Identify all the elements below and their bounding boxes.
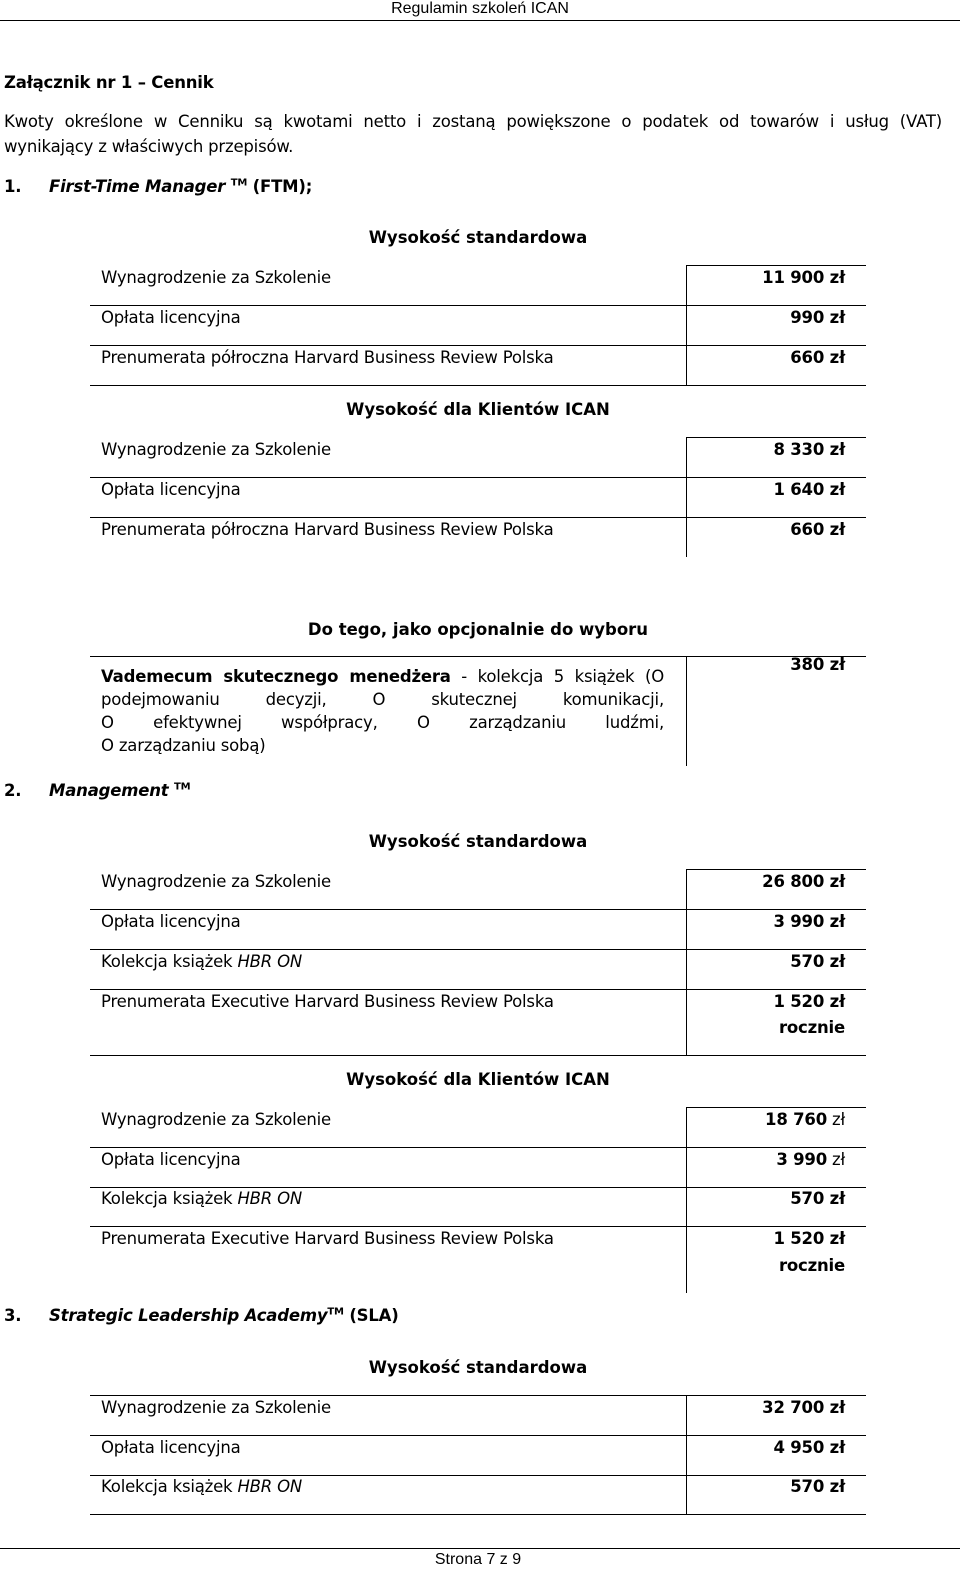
table-rule [686,265,866,266]
program-name: Management [49,781,169,800]
annex-title: Załącznik nr 1 – Cennik [4,73,214,92]
row-label [101,1189,302,1208]
section-number: 2. [4,781,22,800]
row-value: 990 zł [790,308,845,327]
table-rule [686,869,866,870]
optional-description [101,665,664,757]
running-header: Regulamin szkoleń ICAN [391,0,569,17]
row-label: Wynagrodzenie za Szkolenie [101,440,332,459]
row-value: 380 zł [790,655,845,674]
row-value: 660 zł [790,348,845,367]
row-value: 1 520 zł [773,992,845,1011]
trademark: TM [174,781,191,793]
row-value: 1 640 zł [773,480,845,499]
row-label: Prenumerata półroczna Harvard Business Review Polska [101,520,554,539]
table-rule [90,517,866,518]
trademark: TM [327,1306,344,1318]
table-rule [686,1107,687,1293]
value-number: 3 990 [776,1150,827,1169]
table-rule [90,477,866,478]
row-value-period: rocznie [778,1256,845,1275]
value-unit: zł [827,1110,845,1129]
table-rule [90,1187,866,1188]
table-rule [90,949,866,950]
row-label [101,1477,302,1496]
header-divider [0,20,960,21]
row-label: Opłata licencyjna [101,1438,241,1457]
table-rule [686,1395,687,1514]
label-italic: HBR ON [237,1189,303,1208]
section-heading-ftm [49,177,312,196]
row-value [690,1150,845,1169]
value-number: 18 760 [765,1110,827,1129]
row-value: 570 zł [790,1189,845,1208]
table-rule [686,265,687,385]
row-value [690,1110,845,1129]
table-rule [90,1475,866,1476]
table-rule [90,305,866,306]
label-italic: HBR ON [237,952,303,971]
row-label: Prenumerata półroczna Harvard Business Review Polska [101,348,554,367]
section-heading-mgmt [49,781,190,800]
table-rule [686,869,687,1055]
section-heading-sla [49,1306,399,1325]
row-value: 660 zł [790,520,845,539]
table-rule [90,1395,866,1396]
row-label: Prenumerata Executive Harvard Business Review Polska [101,1229,554,1248]
optional-bold: Vademecum skutecznego menedżera [101,667,451,686]
table-rule [686,437,687,557]
program-name: Strategic Leadership Academy [49,1306,328,1325]
label-text: Kolekcja książek [101,1189,238,1208]
row-value-period: rocznie [778,1018,845,1037]
row-label: Opłata licencyjna [101,1150,241,1169]
row-label: Wynagrodzenie za Szkolenie [101,1398,332,1417]
row-value: 570 zł [790,952,845,971]
optional-rest: - kolekcja 5 książek (O [450,667,664,686]
row-value: 32 700 zł [762,1398,845,1417]
annex-intro-line1: Kwoty określone w Cenniku są kwotami netto i zostaną powiększone o podatek od towarów i usług (VAT) [4,112,942,131]
section-number: 1. [4,177,22,196]
table-rule [90,1055,866,1056]
value-unit: zł [827,1150,845,1169]
row-value: 3 990 zł [773,912,845,931]
table-title: Wysokość standardowa [368,228,588,247]
optional-line: podejmowaniu decyzji, O skutecznej komunikacji, [101,690,664,709]
label-italic: HBR ON [237,1477,303,1496]
row-label [101,952,302,971]
row-label: Wynagrodzenie za Szkolenie [101,1110,332,1129]
row-label: Prenumerata Executive Harvard Business Review Polska [101,992,554,1011]
table-rule [90,989,866,990]
table-title: Wysokość standardowa [368,832,588,851]
trademark: TM [230,177,248,189]
program-name: First-Time Manager [49,177,226,196]
program-abbrev: (FTM); [247,177,313,196]
table-rule [90,1514,866,1515]
row-value: 8 330 zł [773,440,845,459]
table-title: Wysokość standardowa [368,1358,588,1377]
table-rule [90,385,866,386]
annex-intro-line2: wynikający z właściwych przepisów. [4,137,294,156]
table-rule [90,909,866,910]
row-value: 26 800 zł [762,872,845,891]
table-rule [90,1435,866,1436]
table-rule [686,1107,866,1108]
program-abbrev: (SLA) [343,1306,399,1325]
table-rule [90,345,866,346]
optional-line: O efektywnej współpracy, O zarządzaniu ludźmi, [101,713,664,732]
page-number: Strona 7 z 9 [434,1551,522,1568]
table-rule [90,1147,866,1148]
row-value: 11 900 zł [762,268,845,287]
table-rule [686,656,687,766]
row-value: 570 zł [790,1477,845,1496]
label-text: Kolekcja książek [101,1477,238,1496]
section-number: 3. [4,1306,22,1325]
row-label: Opłata licencyjna [101,308,241,327]
table-title: Wysokość dla Klientów ICAN [346,1070,610,1089]
row-value: 4 950 zł [773,1438,845,1457]
table-rule [686,437,866,438]
table-rule [90,1226,866,1227]
row-label: Wynagrodzenie za Szkolenie [101,268,332,287]
row-value: 1 520 zł [773,1229,845,1248]
label-text: Kolekcja książek [101,952,238,971]
footer-divider [0,1548,960,1549]
optional-line: O zarządzaniu sobą) [101,736,266,755]
row-label: Opłata licencyjna [101,480,241,499]
table-title: Do tego, jako opcjonalnie do wyboru [307,620,649,639]
row-label: Opłata licencyjna [101,912,241,931]
row-label: Wynagrodzenie za Szkolenie [101,872,332,891]
table-title: Wysokość dla Klientów ICAN [346,400,610,419]
